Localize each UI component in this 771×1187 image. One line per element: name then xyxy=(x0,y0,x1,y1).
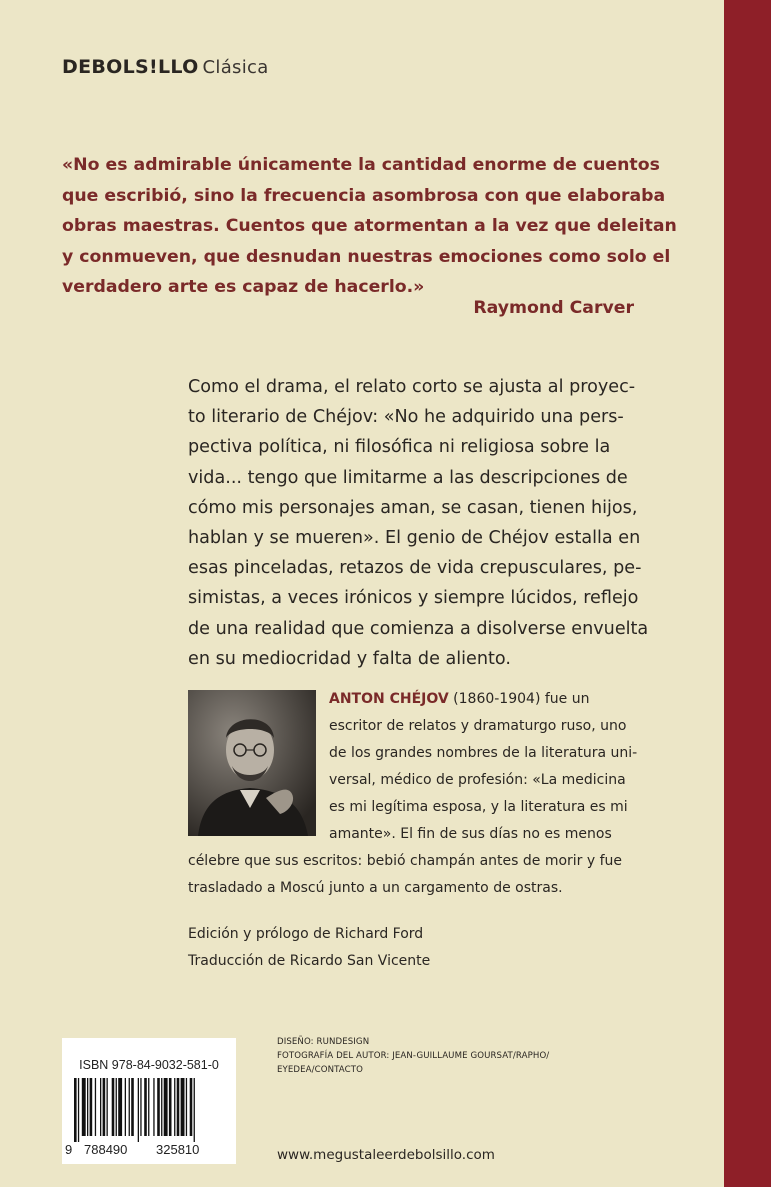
barcode-bar xyxy=(129,1078,130,1136)
publisher-website[interactable]: www.megustaleerdebolsillo.com xyxy=(277,1147,495,1163)
barcode-bar xyxy=(90,1078,93,1136)
barcode-bar xyxy=(100,1078,101,1136)
description-line: vida... tengo que limitarme a las descripciones de xyxy=(188,467,628,488)
barcode-bar xyxy=(95,1078,96,1136)
series-name: Clásica xyxy=(202,57,269,78)
barcode-bar xyxy=(190,1078,193,1136)
edition-credits xyxy=(188,921,430,975)
barcode-bar xyxy=(161,1078,162,1136)
publisher-brand xyxy=(62,56,269,78)
isbn-number: ISBN 978-84-9032-581-0 xyxy=(79,1058,219,1072)
book-spine xyxy=(724,0,771,1187)
barcode-bar xyxy=(169,1078,172,1136)
design-credit-line: FOTOGRAFÍA DEL AUTOR: JEAN-GUILLAUME GOURSAT/RAPHO/ xyxy=(277,1051,550,1061)
quote-attribution: Raymond Carver xyxy=(473,298,634,318)
author-name: ANTON CHÉJOV xyxy=(329,691,449,707)
publisher-name: DEBOLS!LLO xyxy=(62,56,199,78)
barcode-bar xyxy=(174,1078,175,1136)
description-line: cómo mis personajes aman, se casan, tienen hijos, xyxy=(188,497,638,518)
description-line: en su mediocridad y falta de aliento. xyxy=(188,648,511,669)
quote-line: verdadero arte es capaz de hacerlo.» xyxy=(62,277,425,297)
quote-line: obras maestras. Cuentos que atormentan a la vez que deleitan xyxy=(62,216,677,236)
barcode-lead-digit: 9 xyxy=(65,1142,73,1157)
barcode-bar xyxy=(74,1078,77,1142)
bio-line: trasladado a Moscú junto a un cargamento de ostras. xyxy=(188,880,563,896)
description-line: to literario de Chéjov: «No he adquirido una pers- xyxy=(188,407,624,428)
design-credit-line: EYEDEA/CONTACTO xyxy=(277,1065,363,1075)
barcode-bar xyxy=(181,1078,185,1136)
bio-first-line xyxy=(188,686,648,713)
barcode-bars xyxy=(74,1078,224,1142)
barcode-bar xyxy=(164,1078,168,1136)
barcode-panel xyxy=(62,1038,236,1164)
barcode-bar xyxy=(118,1078,122,1136)
description-line: pectiva política, ni filosófica ni religiosa sobre la xyxy=(188,437,611,458)
quote-line: «No es admirable únicamente la cantidad enorme de cuentos xyxy=(62,155,660,175)
barcode-bar xyxy=(140,1078,141,1136)
barcode-bar xyxy=(131,1078,134,1136)
barcode-bar xyxy=(103,1078,106,1136)
barcode-bar xyxy=(116,1078,117,1136)
author-bio xyxy=(188,686,648,902)
quote-line: que escribió, sino la frecuencia asombrosa con que elaboraba xyxy=(62,185,666,206)
barcode-bar xyxy=(157,1078,160,1136)
bio-line: célebre que sus escritos: bebió champán antes de morir y fue xyxy=(188,853,623,869)
barcode-bar xyxy=(125,1078,126,1136)
barcode-bar xyxy=(78,1078,79,1142)
bio-dates: (1860-1904) fue un xyxy=(448,691,590,707)
barcode-bar xyxy=(87,1078,88,1136)
pull-quote xyxy=(62,150,677,303)
barcode-bar xyxy=(107,1078,108,1136)
barcode-bar xyxy=(177,1078,180,1136)
design-credit-line: DISEÑO: RUNDESIGN xyxy=(277,1037,370,1047)
quote-line: y conmueven, que desnudan nuestras emociones como solo el xyxy=(62,246,671,267)
barcode-bar xyxy=(194,1078,195,1142)
translator-credit: Traducción de Ricardo San Vicente xyxy=(188,953,431,969)
description-line: simistas, a veces irónicos y siempre lúcidos, reflejo xyxy=(188,588,639,609)
bio-line: escritor de relatos y dramaturgo ruso, uno xyxy=(329,718,627,734)
bio-line: de los grandes nombres de la literatura uni- xyxy=(329,745,638,761)
barcode-left-group: 788490 xyxy=(84,1142,128,1157)
editor-credit: Edición y prólogo de Richard Ford xyxy=(188,926,424,942)
bio-line: es mi legítima esposa, y la literatura es mi xyxy=(329,799,628,815)
description-line: hablan y se mueren». El genio de Chéjov estalla en xyxy=(188,528,641,549)
description-line: esas pinceladas, retazos de vida crepusculares, pe- xyxy=(188,558,642,579)
barcode-bar xyxy=(153,1078,154,1136)
barcode-bar xyxy=(82,1078,86,1136)
book-description xyxy=(188,372,648,674)
description-line: Como el drama, el relato corto se ajusta al proyec- xyxy=(188,377,636,397)
barcode-bar xyxy=(112,1078,115,1136)
description-line: de una realidad que comienza a disolverse envuelta xyxy=(188,618,649,639)
barcode-bar xyxy=(148,1078,149,1136)
bio-line: amante». El fin de sus días no es menos xyxy=(329,826,612,842)
barcode-right-group: 325810 xyxy=(156,1142,200,1157)
barcode-bar xyxy=(144,1078,147,1136)
bio-line: versal, médico de profesión: «La medicina xyxy=(329,772,626,788)
design-credits xyxy=(277,1035,549,1077)
barcode-bar xyxy=(186,1078,187,1136)
barcode-bar xyxy=(138,1078,139,1142)
